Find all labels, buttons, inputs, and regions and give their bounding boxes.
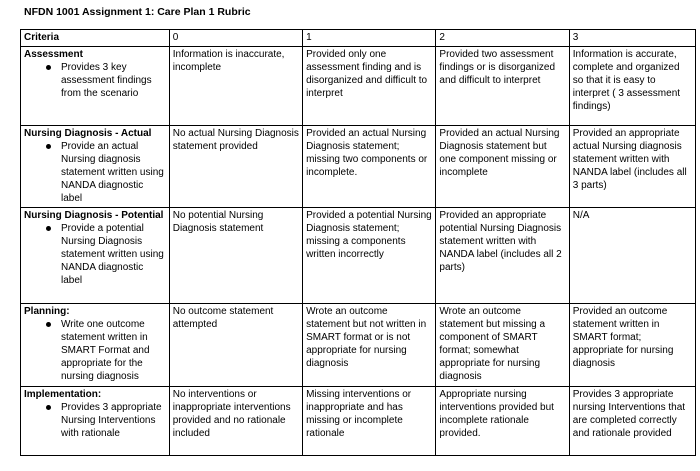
score-cell-2: Appropriate nursing interventions provided but incomplete rationale provided. <box>436 387 569 456</box>
bullet-icon <box>46 226 51 231</box>
score-cell-1: Provided an actual Nursing Diagnosis statement; missing two components or incomplete. <box>303 126 436 208</box>
criteria-bullet-list <box>24 401 166 440</box>
score-cell-0: No actual Nursing Diagnosis statement provided <box>169 126 302 208</box>
criteria-cell <box>21 126 170 208</box>
criteria-cell <box>21 304 170 387</box>
score-cell-2: Provided two assessment findings or is disorganized and difficult to interpret <box>436 47 569 126</box>
criteria-bullet-text: Provides 3 key assessment findings from the scenario <box>61 62 152 99</box>
criteria-bullet <box>48 401 166 440</box>
document-title: NFDN 1001 Assignment 1: Care Plan 1 Rubric <box>24 6 251 18</box>
score-cell-3: Provided an outcome statement written in SMART format; appropriate for nursing diagnosis <box>569 304 695 387</box>
table-row <box>21 304 696 387</box>
score-cell-0: No interventions or inappropriate interventions provided and no rationale included <box>169 387 302 456</box>
criteria-title: Planning: <box>24 306 70 317</box>
score-cell-0: Information is inaccurate, incomplete <box>169 47 302 126</box>
criteria-bullet-list <box>24 140 166 205</box>
header-criteria: Criteria <box>21 30 170 47</box>
score-cell-3: Provides 3 appropriate nursing Interventions that are completed correctly and rationale provided <box>569 387 695 456</box>
criteria-bullet-text: Write one outcome statement written in SMART Format and appropriate for the nursing diagnosis <box>61 319 150 382</box>
criteria-title: Nursing Diagnosis - Potential <box>24 210 164 221</box>
header-score-0: 0 <box>169 30 302 47</box>
score-cell-2: Provided an actual Nursing Diagnosis statement but one component missing or incomplete <box>436 126 569 208</box>
criteria-cell <box>21 208 170 304</box>
score-cell-1: Wrote an outcome statement but not written in SMART format or is not appropriate for nursing diagnosis <box>303 304 436 387</box>
criteria-bullet <box>48 140 166 205</box>
criteria-bullet <box>48 61 166 100</box>
header-score-3: 3 <box>569 30 695 47</box>
score-cell-1: Provided a potential Nursing Diagnosis statement; missing a components written incorrectly <box>303 208 436 304</box>
score-cell-0: No potential Nursing Diagnosis statement <box>169 208 302 304</box>
table-row <box>21 208 696 304</box>
score-cell-1: Missing interventions or inappropriate and has missing or incomplete rationale <box>303 387 436 456</box>
header-row <box>21 30 696 47</box>
criteria-cell <box>21 47 170 126</box>
criteria-bullet-text: Provides 3 appropriate Nursing Interventions with rationale <box>61 402 162 439</box>
score-cell-3: Provided an appropriate actual Nursing diagnosis statement written with NANDA label (includes all 3 parts) <box>569 126 695 208</box>
criteria-bullet <box>48 318 166 383</box>
criteria-bullet-list <box>24 318 166 383</box>
criteria-bullet-text: Provide a potential Nursing Diagnosis statement written using NANDA diagnostic label <box>61 223 164 286</box>
header-score-2: 2 <box>436 30 569 47</box>
table-row <box>21 47 696 126</box>
score-cell-2: Wrote an outcome statement but missing a component of SMART format; somewhat appropriate for nursing diagnosis <box>436 304 569 387</box>
criteria-bullet-list <box>24 61 166 100</box>
table-row <box>21 387 696 456</box>
criteria-title: Implementation: <box>24 389 102 400</box>
score-cell-1: Provided only one assessment finding and is disorganized and difficult to interpret <box>303 47 436 126</box>
criteria-title: Nursing Diagnosis - Actual <box>24 128 152 139</box>
score-cell-2: Provided an appropriate potential Nursing Diagnosis statement written with NANDA label (includes all 2 parts) <box>436 208 569 304</box>
score-cell-3: Information is accurate, complete and organized so that it is easy to interpret ( 3 assessment findings) <box>569 47 695 126</box>
bullet-icon <box>46 405 51 410</box>
bullet-icon <box>46 144 51 149</box>
criteria-title: Assessment <box>24 49 83 60</box>
bullet-icon <box>46 65 51 70</box>
header-score-1: 1 <box>303 30 436 47</box>
criteria-cell <box>21 387 170 456</box>
criteria-bullet-text: Provide an actual Nursing diagnosis statement written using NANDA diagnostic label <box>61 141 164 204</box>
table-row <box>21 126 696 208</box>
score-cell-0: No outcome statement attempted <box>169 304 302 387</box>
criteria-bullet <box>48 222 166 287</box>
bullet-icon <box>46 322 51 327</box>
rubric-table <box>20 29 696 456</box>
score-cell-3: N/A <box>569 208 695 304</box>
criteria-bullet-list <box>24 222 166 287</box>
